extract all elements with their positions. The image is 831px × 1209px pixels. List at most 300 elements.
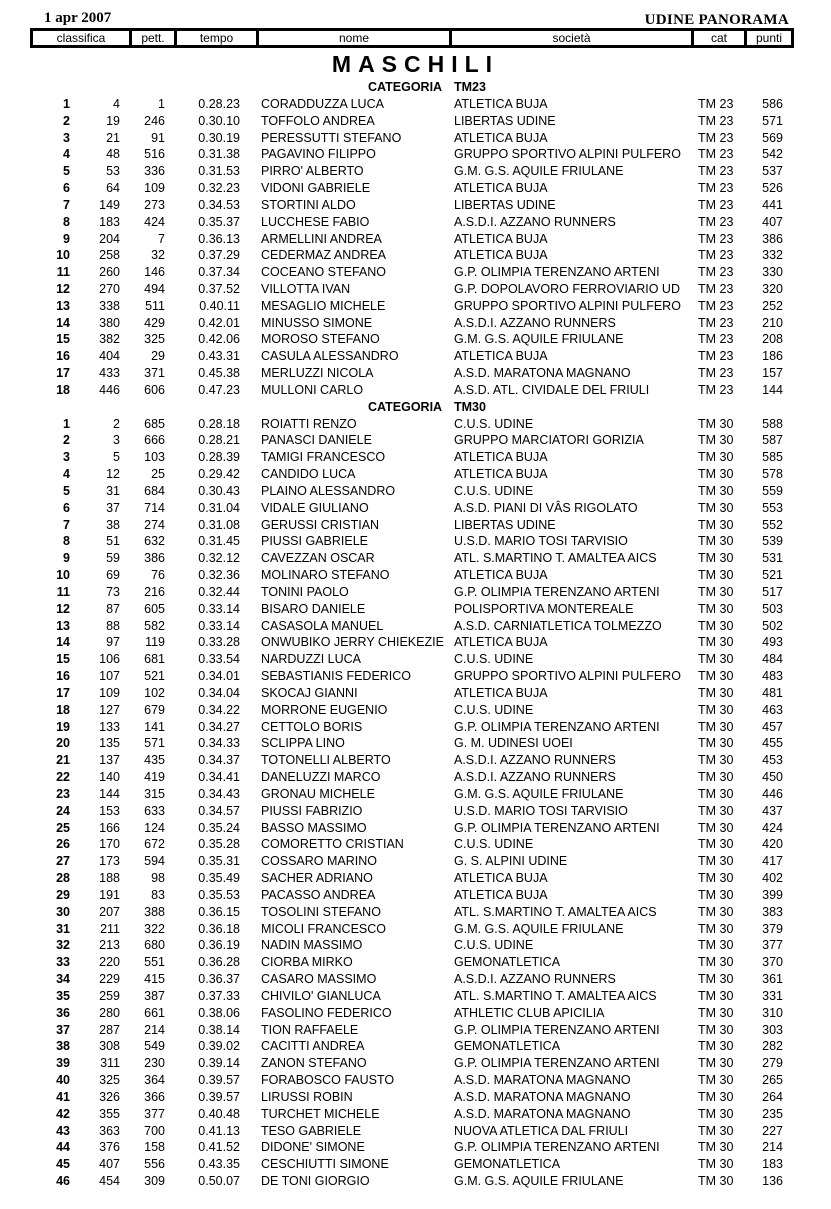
points: 320 (762, 282, 783, 296)
points: 521 (762, 568, 783, 583)
overall-position: 213 (99, 938, 120, 953)
points: 265 (762, 1073, 783, 1087)
finish-time: 0.36.15 (198, 904, 240, 919)
bib-number: 158 (144, 1140, 165, 1155)
finish-time: 0.42.06 (198, 332, 240, 347)
category: TM 30 (698, 837, 734, 852)
club-name: C.U.S. UDINE (454, 652, 534, 667)
bib-number: 415 (144, 972, 165, 986)
overall-position: 204 (99, 231, 120, 246)
header-tempo: tempo (177, 31, 256, 45)
points: 484 (762, 652, 783, 667)
athlete-name: TAMIGI FRANCESCO (261, 450, 386, 465)
category: TM 30 (698, 433, 734, 448)
club-name: GEMONATLETICA (454, 955, 561, 970)
result-row (0, 1005, 831, 1022)
club-name: GEMONATLETICA (454, 1157, 561, 1172)
athlete-name: TONINI PAOLO (261, 584, 349, 599)
club-name: A.S.D. MARATONA MAGNANO (454, 1106, 631, 1121)
result-row (0, 449, 831, 466)
points: 214 (762, 1140, 783, 1155)
category: TM 30 (698, 871, 734, 885)
overall-position: 311 (100, 1056, 120, 1071)
overall-position: 363 (99, 1123, 120, 1138)
rank: 18 (56, 382, 70, 397)
athlete-name: ARMELLINI ANDREA (261, 231, 382, 246)
finish-time: 0.36.37 (198, 972, 240, 986)
rank: 43 (56, 1123, 70, 1138)
finish-time: 0.38.06 (198, 1005, 240, 1020)
result-row (0, 550, 831, 567)
rank: 30 (56, 904, 70, 919)
rank: 3 (63, 450, 70, 465)
finish-time: 0.30.19 (198, 130, 240, 145)
rank: 8 (63, 214, 70, 229)
club-name: G.P. OLIMPIA TERENZANO ARTENI (454, 1056, 660, 1071)
overall-position: 69 (106, 568, 120, 583)
club-name: ATLETICA BUJA (454, 685, 548, 700)
bib-number: 606 (144, 382, 165, 397)
category: TM 23 (698, 96, 734, 111)
overall-position: 188 (99, 871, 120, 885)
athlete-name: MOLINARO STEFANO (261, 568, 390, 583)
category: TM 30 (698, 786, 734, 801)
category: TM 23 (698, 214, 734, 229)
overall-position: 183 (99, 214, 120, 229)
points: 441 (762, 197, 783, 212)
bib-number: 685 (144, 416, 165, 431)
rank: 8 (63, 534, 70, 549)
result-row (0, 618, 831, 635)
athlete-name: MERLUZZI NICOLA (261, 366, 374, 381)
finish-time: 0.33.14 (198, 601, 240, 616)
overall-position: 4 (113, 96, 120, 111)
category-code: TM23 (454, 80, 486, 94)
club-name: ATL. S.MARTINO T. AMALTEA AICS (454, 988, 657, 1003)
athlete-name: COCEANO STEFANO (261, 265, 387, 280)
rank: 4 (63, 467, 70, 482)
rank: 3 (63, 130, 70, 145)
athlete-name: GRONAU MICHELE (261, 786, 375, 801)
finish-time: 0.31.53 (198, 164, 240, 179)
rank: 44 (56, 1140, 70, 1155)
overall-position: 2 (113, 416, 120, 431)
finish-time: 0.32.23 (198, 181, 240, 195)
athlete-name: COSSARO MARINO (261, 854, 377, 869)
overall-position: 140 (99, 770, 120, 784)
club-name: C.U.S. UDINE (454, 938, 534, 953)
athlete-name: PIUSSI FABRIZIO (261, 803, 363, 818)
bib-number: 387 (144, 988, 165, 1003)
athlete-name: MINUSSO SIMONE (261, 315, 373, 330)
category: TM 30 (698, 753, 734, 768)
rank: 15 (56, 652, 70, 667)
bib-number: 672 (144, 837, 165, 852)
finish-time: 0.36.18 (198, 921, 240, 936)
athlete-name: DIDONE' SIMONE (261, 1140, 365, 1155)
rank: 25 (56, 820, 70, 835)
club-name: GEMONATLETICA (454, 1039, 561, 1054)
result-row (0, 803, 831, 820)
category: TM 23 (698, 298, 734, 313)
overall-position: 88 (106, 618, 120, 633)
finish-time: 0.32.12 (198, 551, 240, 566)
rank: 5 (63, 483, 70, 498)
athlete-name: TESO GABRIELE (261, 1123, 362, 1138)
finish-time: 0.34.04 (198, 685, 240, 700)
athlete-name: PIUSSI GABRIELE (261, 534, 368, 549)
result-row (0, 853, 831, 870)
club-name: G.P. OLIMPIA TERENZANO ARTENI (454, 584, 660, 599)
result-row (0, 1055, 831, 1072)
athlete-name: CACITTI ANDREA (261, 1039, 365, 1054)
overall-position: 338 (99, 298, 120, 313)
points: 586 (762, 96, 783, 111)
finish-time: 0.28.39 (198, 450, 240, 465)
athlete-name: ONWUBIKO JERRY CHIEKEZIE (261, 635, 444, 650)
category: TM 30 (698, 1056, 734, 1071)
club-name: GRUPPO MARCIATORI GORIZIA (454, 433, 644, 448)
result-row (0, 685, 831, 702)
finish-time: 0.39.02 (198, 1039, 240, 1054)
points: 424 (762, 820, 783, 835)
overall-position: 382 (99, 332, 120, 347)
rank: 26 (56, 837, 70, 852)
rank: 13 (56, 618, 70, 633)
result-row (0, 719, 831, 736)
bib-number: 309 (144, 1174, 165, 1188)
gender-title: MASCHILI (331, 51, 500, 77)
club-name: LIBERTAS UDINE (454, 113, 556, 128)
athlete-name: TURCHET MICHELE (261, 1106, 380, 1121)
overall-position: 220 (99, 955, 120, 970)
category: TM 23 (698, 231, 734, 246)
club-name: ATLETICA BUJA (454, 349, 548, 364)
category-heading (0, 79, 831, 96)
category: TM 23 (698, 181, 734, 195)
overall-position: 87 (106, 601, 120, 616)
category: TM 30 (698, 1005, 734, 1020)
points: 383 (762, 904, 783, 919)
bib-number: 366 (144, 1089, 165, 1104)
athlete-name: PERESSUTTI STEFANO (261, 130, 402, 145)
category-heading (0, 399, 831, 416)
club-name: G. S. ALPINI UDINE (454, 854, 568, 869)
rank: 33 (56, 955, 70, 970)
points: 157 (762, 366, 783, 381)
result-row (0, 231, 831, 248)
rank: 10 (56, 248, 70, 263)
bib-number: 32 (151, 248, 165, 263)
athlete-name: GERUSSI CRISTIAN (261, 517, 380, 532)
bib-number: 516 (144, 147, 165, 162)
result-row (0, 331, 831, 348)
rank: 18 (56, 702, 70, 717)
overall-position: 173 (99, 854, 120, 869)
overall-position: 454 (99, 1174, 120, 1188)
points: 457 (762, 719, 783, 734)
result-row (0, 954, 831, 971)
rank: 29 (56, 887, 70, 902)
bib-number: 714 (144, 500, 165, 515)
rank: 12 (56, 601, 70, 616)
points: 517 (762, 584, 783, 599)
bib-number: 661 (144, 1005, 165, 1020)
club-name: A.S.D.I. AZZANO RUNNERS (454, 214, 616, 229)
bib-number: 419 (144, 770, 165, 784)
club-name: LIBERTAS UDINE (454, 197, 556, 212)
bib-number: 325 (144, 332, 165, 347)
finish-time: 0.31.04 (198, 500, 240, 515)
overall-position: 97 (106, 635, 120, 650)
club-name: G.M. G.S. AQUILE FRIULANE (454, 164, 624, 179)
athlete-name: ROIATTI RENZO (261, 416, 357, 431)
result-row (0, 214, 831, 231)
result-row (0, 1123, 831, 1140)
category: TM 30 (698, 416, 734, 431)
category: TM 30 (698, 702, 734, 717)
category: TM 30 (698, 1089, 734, 1104)
category: TM 30 (698, 955, 734, 970)
rank: 35 (56, 988, 70, 1003)
finish-time: 0.43.35 (198, 1157, 240, 1172)
club-name: ATLETICA BUJA (454, 450, 548, 465)
points: 531 (762, 551, 783, 566)
category: TM 30 (698, 921, 734, 936)
club-name: C.U.S. UDINE (454, 483, 534, 498)
athlete-name: DANELUZZI MARCO (261, 770, 381, 784)
overall-position: 109 (99, 685, 120, 700)
category-label: CATEGORIA (368, 80, 443, 94)
overall-position: 229 (99, 972, 120, 986)
overall-position: 51 (106, 534, 120, 549)
header-pett: pett. (132, 31, 174, 45)
category: TM 30 (698, 551, 734, 566)
result-row (0, 937, 831, 954)
athlete-name: CETTOLO BORIS (261, 719, 363, 734)
category: TM 30 (698, 1140, 734, 1155)
bib-number: 521 (144, 669, 165, 684)
bib-number: 494 (144, 282, 165, 296)
overall-position: 149 (99, 197, 120, 212)
category: TM 30 (698, 685, 734, 700)
points: 208 (762, 332, 783, 347)
overall-position: 259 (99, 988, 120, 1003)
category: TM 30 (698, 854, 734, 869)
rank: 40 (56, 1073, 70, 1087)
result-row (0, 668, 831, 685)
page-top (0, 8, 831, 28)
overall-position: 270 (99, 282, 120, 296)
result-row (0, 281, 831, 298)
bib-number: 83 (151, 887, 165, 902)
points: 399 (762, 887, 783, 902)
header-societa: società (452, 31, 691, 45)
header-nome: nome (259, 31, 449, 45)
category: TM 23 (698, 349, 734, 364)
points: 252 (762, 298, 783, 313)
finish-time: 0.37.34 (198, 265, 240, 280)
overall-position: 53 (106, 164, 120, 179)
rank: 11 (56, 265, 70, 280)
overall-position: 38 (106, 517, 120, 532)
athlete-name: PIRRO' ALBERTO (261, 164, 364, 179)
bib-number: 103 (144, 450, 165, 465)
result-row (0, 870, 831, 887)
rank: 1 (63, 96, 70, 111)
result-row (0, 971, 831, 988)
athlete-name: STORTINI ALDO (261, 197, 356, 212)
overall-position: 326 (99, 1089, 120, 1104)
finish-time: 0.34.43 (198, 786, 240, 801)
result-row (0, 348, 831, 365)
club-name: U.S.D. MARIO TOSI TARVISIO (454, 803, 628, 818)
overall-position: 59 (106, 551, 120, 566)
category: TM 30 (698, 972, 734, 986)
points: 386 (762, 231, 783, 246)
athlete-name: FASOLINO FEDERICO (261, 1005, 392, 1020)
finish-time: 0.37.33 (198, 988, 240, 1003)
bib-number: 551 (144, 955, 165, 970)
club-name: ATLETICA BUJA (454, 887, 548, 902)
overall-position: 191 (99, 887, 120, 902)
result-row (0, 264, 831, 281)
athlete-name: MICOLI FRANCESCO (261, 921, 387, 936)
overall-position: 166 (99, 820, 120, 835)
athlete-name: TION RAFFAELE (261, 1022, 359, 1037)
finish-time: 0.39.57 (198, 1073, 240, 1087)
athlete-name: PACASSO ANDREA (261, 887, 376, 902)
result-row (0, 298, 831, 315)
athlete-name: MOROSO STEFANO (261, 332, 380, 347)
points: 407 (762, 214, 783, 229)
rank: 24 (56, 803, 70, 818)
club-name: ATLETICA BUJA (454, 568, 548, 583)
finish-time: 0.34.57 (198, 803, 240, 818)
result-row (0, 1139, 831, 1156)
bib-number: 322 (144, 921, 165, 936)
overall-position: 211 (100, 921, 120, 936)
result-row (0, 921, 831, 938)
finish-time: 0.36.28 (198, 955, 240, 970)
category: TM 30 (698, 450, 734, 465)
finish-time: 0.34.22 (198, 702, 240, 717)
category: TM 30 (698, 1174, 734, 1188)
finish-time: 0.31.38 (198, 147, 240, 162)
rank: 2 (63, 433, 70, 448)
bib-number: 386 (144, 551, 165, 566)
bib-number: 216 (144, 584, 165, 599)
bib-number: 571 (144, 736, 165, 751)
category: TM 23 (698, 197, 734, 212)
category: TM 30 (698, 601, 734, 616)
athlete-name: LIRUSSI ROBIN (261, 1089, 353, 1104)
overall-position: 170 (99, 837, 120, 852)
athlete-name: SEBASTIANIS FEDERICO (261, 669, 412, 684)
category: TM 30 (698, 652, 734, 667)
club-name: G.P. OLIMPIA TERENZANO ARTENI (454, 1022, 660, 1037)
overall-position: 133 (99, 719, 120, 734)
points: 332 (762, 248, 783, 263)
rank: 32 (56, 938, 70, 953)
rank: 12 (56, 282, 70, 296)
finish-time: 0.28.23 (198, 96, 240, 111)
overall-position: 31 (106, 483, 120, 498)
rank: 23 (56, 786, 70, 801)
club-name: A.S.D. ATL. CIVIDALE DEL FRIULI (454, 382, 650, 397)
bib-number: 76 (151, 568, 165, 583)
points: 537 (762, 164, 783, 179)
bib-number: 666 (144, 433, 165, 448)
result-row (0, 887, 831, 904)
overall-position: 144 (99, 786, 120, 801)
overall-position: 135 (99, 736, 120, 751)
result-row (0, 769, 831, 786)
result-row (0, 634, 831, 651)
header-punti: punti (747, 31, 791, 45)
points: 571 (762, 113, 783, 128)
overall-position: 280 (99, 1005, 120, 1020)
finish-time: 0.31.45 (198, 534, 240, 549)
rank: 16 (56, 669, 70, 684)
column-header-bar (30, 28, 794, 48)
bib-number: 29 (151, 349, 165, 364)
result-row (0, 96, 831, 113)
points: 455 (762, 736, 783, 751)
points: 569 (762, 130, 783, 145)
club-name: A.S.D.I. AZZANO RUNNERS (454, 753, 616, 768)
category: TM 23 (698, 248, 734, 263)
points: 279 (762, 1056, 783, 1071)
rank: 36 (56, 1005, 70, 1020)
finish-time: 0.34.27 (198, 719, 240, 734)
club-name: ATLETICA BUJA (454, 181, 548, 195)
result-row (0, 517, 831, 534)
finish-time: 0.39.14 (198, 1056, 240, 1071)
club-name: G.M. G.S. AQUILE FRIULANE (454, 1174, 624, 1188)
finish-time: 0.28.18 (198, 416, 240, 431)
result-row (0, 1038, 831, 1055)
category-code: TM30 (454, 399, 486, 414)
result-row (0, 786, 831, 803)
finish-time: 0.34.33 (198, 736, 240, 751)
athlete-name: VILLOTTA IVAN (261, 282, 351, 296)
result-row (0, 180, 831, 197)
athlete-name: LUCCHESE FABIO (261, 214, 370, 229)
result-row (0, 584, 831, 601)
points: 417 (762, 854, 783, 869)
athlete-name: MESAGLIO MICHELE (261, 298, 386, 313)
bib-number: 388 (144, 904, 165, 919)
finish-time: 0.34.01 (198, 669, 240, 684)
points: 235 (762, 1106, 783, 1121)
points: 587 (762, 433, 783, 448)
athlete-name: PANASCI DANIELE (261, 433, 372, 448)
points: 493 (762, 635, 783, 650)
athlete-name: FORABOSCO FAUSTO (261, 1073, 395, 1087)
athlete-name: CESCHIUTTI SIMONE (261, 1157, 389, 1172)
finish-time: 0.36.19 (198, 938, 240, 953)
bib-number: 632 (144, 534, 165, 549)
bib-number: 315 (144, 786, 165, 801)
overall-position: 260 (99, 265, 120, 280)
club-name: ATHLETIC CLUB APICILIA (454, 1005, 605, 1020)
finish-time: 0.37.52 (198, 282, 240, 296)
overall-position: 380 (99, 315, 120, 330)
bib-number: 435 (144, 753, 165, 768)
points: 377 (762, 938, 783, 953)
points: 186 (762, 349, 783, 364)
